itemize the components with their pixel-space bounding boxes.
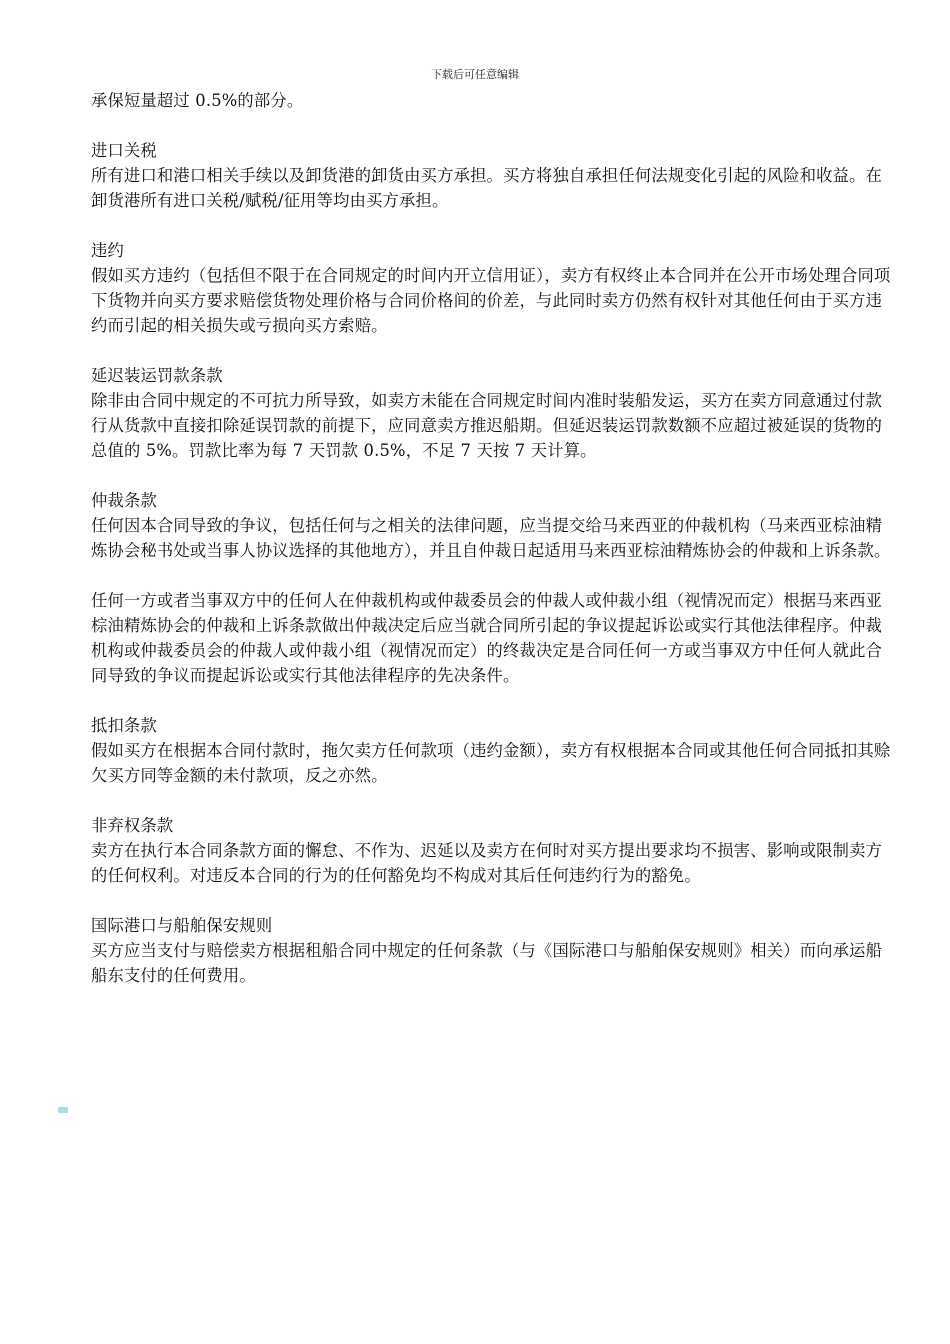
intro-paragraph: 承保短量超过 0.5%的部分。 <box>91 91 304 110</box>
section-non-waiver <box>91 813 891 888</box>
section-paragraph: 任何因本合同导致的争议，包括任何与之相关的法律问题，应当提交给马来西亚的仲裁机构（马来西亚棕油精炼协会秘书处或当事人协议选择的其他地方），并且自仲裁日起适用马来西亚棕油精炼协会的仲裁和上诉条款。 <box>91 516 891 560</box>
section-late-shipment-penalty <box>91 363 891 463</box>
section-title: 国际港口与船舶保安规则 <box>91 916 273 935</box>
spacer <box>91 563 891 588</box>
section-arbitration <box>91 488 891 688</box>
section-set-off <box>91 713 891 788</box>
spacer <box>91 688 891 713</box>
section-paragraph: 所有进口和港口相关手续以及卸货港的卸货由买方承担。买方将独自承担任何法规变化引起的风险和收益。在卸货港所有进口关税/赋税/征用等均由买方承担。 <box>91 166 883 210</box>
spacer <box>91 113 891 138</box>
section-paragraph: 假如买方违约（包括但不限于在合同规定的时间内开立信用证），卖方有权终止本合同并在公开市场处理合同项下货物并向买方要求赔偿货物处理价格与合同价格间的价差，与此同时卖方仍然有权针对其他任何由于买方违约而引起的相关损失或亏损向买方索赔。 <box>91 266 891 335</box>
section-title: 仲裁条款 <box>91 491 157 510</box>
section-paragraph: 除非由合同中规定的不可抗力所导致，如卖方未能在合同规定时间内准时装船发运，买方在卖方同意通过付款行从货款中直接扣除延误罚款的前提下，应同意卖方推迟船期。但延迟装运罚款数额不应超过被延误的货物的总值的 5%。罚款比率为每 7 天罚款 0.5%，不足 7 天按 7 天计算。 <box>91 391 883 460</box>
header-note: 下载后可任意编辑 <box>431 68 519 81</box>
section-title: 延迟装运罚款条款 <box>91 366 223 385</box>
spacer <box>91 888 891 913</box>
section-default <box>91 238 891 338</box>
spacer <box>91 213 891 238</box>
section-paragraph: 假如买方在根据本合同付款时，拖欠卖方任何款项（违约金额），卖方有权根据本合同或其他任何合同抵扣其赊欠买方同等金额的未付款项，反之亦然。 <box>91 741 891 785</box>
document-body <box>91 88 891 988</box>
section-title: 抵扣条款 <box>91 716 157 735</box>
section-paragraph: 买方应当支付与赔偿卖方根据租船合同中规定的任何条款（与《国际港口与船舶保安规则》相关）而向承运船船东支付的任何费用。 <box>91 941 883 985</box>
section-import-duties <box>91 138 891 213</box>
section-isps-code <box>91 913 891 988</box>
section-paragraph: 卖方在执行本合同条款方面的懈怠、不作为、迟延以及卖方在何时对买方提出要求均不损害、影响或限制卖方的任何权利。对违反本合同的行为的任何豁免均不构成对其后任何违约行为的豁免。 <box>91 841 883 885</box>
spacer <box>91 463 891 488</box>
section-title: 违约 <box>91 241 124 260</box>
spacer <box>91 788 891 813</box>
section-title: 进口关税 <box>91 141 157 160</box>
spacer <box>91 338 891 363</box>
section-paragraph: 任何一方或者当事双方中的任何人在仲裁机构或仲裁委员会的仲裁人或仲裁小组（视情况而定）根据马来西亚棕油精炼协会的仲裁和上诉条款做出仲裁决定后应当就合同所引起的争议提起诉讼或实行其他法律程序。仲裁机构或仲裁委员会的仲裁人或仲裁小组（视情况而定）的终裁决定是合同任何一方或当事双方中任何人就此合同导致的争议而提起诉讼或实行其他法律程序的先决条件。 <box>91 591 883 685</box>
page-marker <box>58 1107 68 1113</box>
section-title: 非弃权条款 <box>91 816 174 835</box>
